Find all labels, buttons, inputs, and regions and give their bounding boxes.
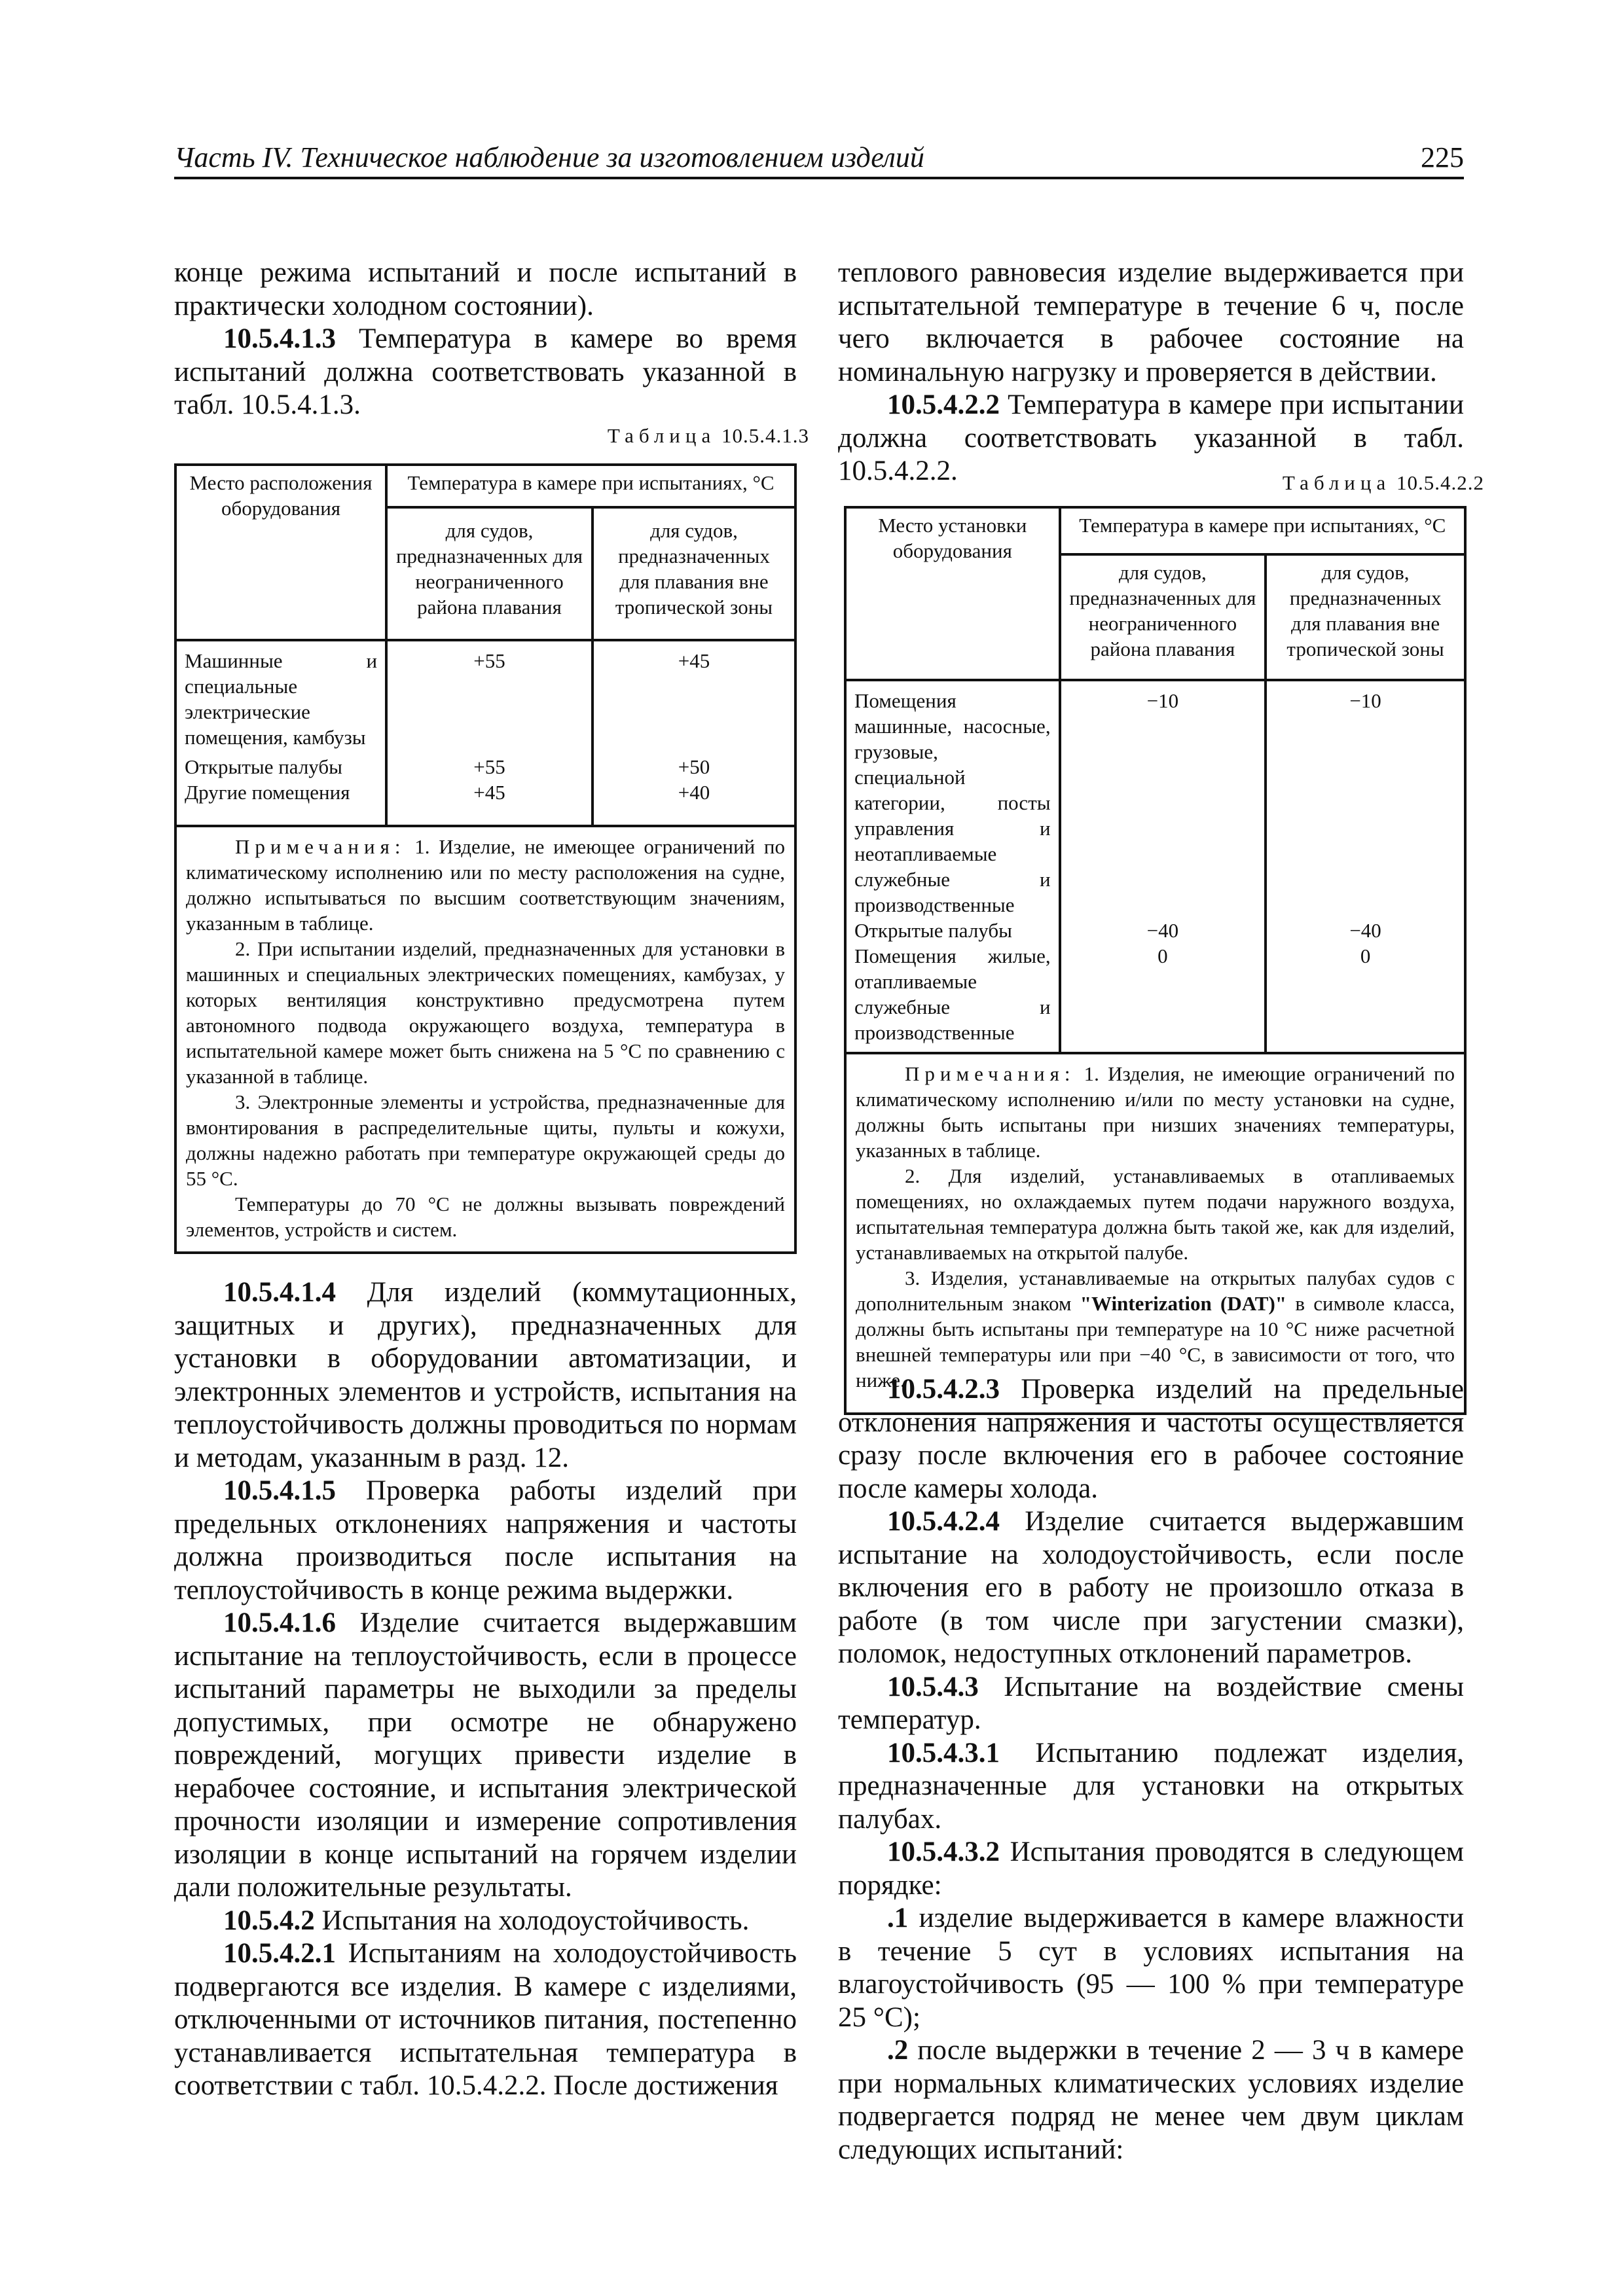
table-caption	[838, 471, 1484, 495]
paragraph	[174, 1276, 797, 1475]
caption-word: Таблица	[607, 424, 716, 447]
cell-location: Открытые палубы	[845, 918, 1060, 943]
paragraph-text: Изделие считается выдержавшим испытание на холодоустойчивость, если после включения его в работу не произошло отказа в работе (в том числе при загустении смазки), поломок, недоступных отклонений параметров.	[838, 1506, 1464, 1669]
running-header	[174, 143, 1464, 179]
cell-location: Другие помещения	[175, 780, 386, 826]
header-title: Часть IV. Техническое наблюдение за изготовлением изделий	[174, 141, 924, 173]
clause-number: 10.5.4.1.4	[223, 1277, 336, 1308]
header-non-tropical: для судов, предназначенных для плавания вне тропической зоны	[1266, 554, 1465, 680]
cell-value: +50	[593, 754, 795, 780]
paragraph-text: Испытанию подлежат изделия, предназначенные для установки на открытых палубах.	[838, 1737, 1464, 1835]
header-unrestricted: для судов, предназначенных для неограниченного района плавания	[1060, 554, 1266, 680]
table-row	[845, 918, 1465, 943]
caption-word: Таблица	[1282, 471, 1391, 494]
table-heat-test	[174, 463, 797, 1254]
table-row	[175, 754, 795, 780]
cell-location: Машинные и специальные электрические помещения, камбузы	[175, 640, 386, 754]
header-location: Место установки оборудования	[845, 507, 1060, 680]
paragraph-text: Для изделий (коммутационных, защитных и других), предназначенных для установки в оборудовании автоматизации, и электронных элементов и устройств, испытания на теплоустойчивость должны проводиться по нормам и методам, указанным в разд. 12.	[174, 1277, 797, 1473]
cell-location: Открытые палубы	[175, 754, 386, 780]
clause-number: 10.5.4.2.2	[887, 389, 1000, 420]
clause-number: 10.5.4.2.3	[887, 1374, 1000, 1405]
header-temperature: Температура в камере при испытаниях, °C	[1060, 507, 1465, 554]
table-row	[845, 943, 1465, 1053]
paragraph: конце режима испытаний и после испытаний в практически холодном состоянии).	[174, 257, 797, 321]
note-text: 3. Изделия, устанавливаемые на открытых палубах судов с дополнительным знаком	[856, 1266, 1455, 1315]
paragraph	[838, 1671, 1464, 1737]
notes-label: Примечания:	[235, 835, 406, 858]
list-text: изделие выдерживается в камере влажности в течение 5 сут в условиях испытания на влагоустойчивость (95 — 100 % при температуре 25 °C);	[838, 1903, 1464, 2033]
left-column-bottom	[174, 1276, 797, 2103]
paragraph-text: Испытаниям на холодоустойчивость подвергаются все изделия. В камере с изделиями, отключенными от источников питания, постепенно устанавливается испытательная температура в соответствии с табл. 10.5.4.2.2. После достижения	[174, 1938, 797, 2101]
paragraph	[174, 1905, 797, 1938]
note: 2. Для изделий, устанавливаемых в отапливаемых помещениях, но охлаждаемых путем подачи наружного воздуха, испытательная температура должна быть такой же, как для изделий, устанавливаемых на открытой палубе.	[856, 1164, 1455, 1264]
paragraph-text: Проверка изделий на предельные отклонения напряжения и частоты осуществляется сразу после включения его в рабочее состояние после камеры холода.	[838, 1374, 1464, 1504]
paragraph-text: Проверка работы изделий при предельных отклонениях напряжения и частоты должна производиться после испытания на теплоустойчивость в конце режима выдержки.	[174, 1475, 797, 1605]
cell-location: Помещения машинные, насосные, грузовые, специальной категории, посты управления и неотапливаемые служебные и производственные	[845, 680, 1060, 918]
paragraph-text: Испытания на холодоустойчивость.	[314, 1905, 750, 1936]
paragraph	[838, 1737, 1464, 1837]
table-cold-test	[844, 506, 1467, 1415]
clause-number: 10.5.4.1.5	[223, 1475, 336, 1506]
paragraph	[174, 1937, 797, 2103]
cell-value: +55	[386, 640, 593, 754]
note: 1. Изделие, не имеющее ограничений по климатическому исполнению или по месту расположения на судне, должно испытываться по высшим соответствующим значениям, указанным в таблице.	[186, 835, 785, 935]
cell-value: 0	[1060, 943, 1266, 1053]
paragraph	[174, 1475, 797, 1607]
cell-value: +45	[386, 780, 593, 826]
paragraph	[174, 323, 797, 422]
list-number: .1	[887, 1903, 909, 1933]
cell-value: −40	[1266, 918, 1465, 943]
list-number: .2	[887, 2035, 909, 2066]
note: 1. Изделия, не имеющие ограничений по климатическому исполнению и/или по месту установки на судне, должны быть испытаны при низших значениях температуры, указанных в таблице.	[856, 1062, 1455, 1162]
paragraph: теплового равновесия изделие выдерживается при испытательной температуре в течение 6 ч, после чего включается в рабочее состояние на номинальную нагрузку и проверяется в действии.	[838, 257, 1464, 387]
cell-value: +45	[593, 640, 795, 754]
clause-number: 10.5.4.3	[887, 1671, 979, 1702]
table-row	[845, 680, 1465, 918]
cell-value: −10	[1266, 680, 1465, 918]
note: 2. При испытании изделий, предназначенных для установки в машинных и специальных электрических помещениях, камбузах, у которых вентиляция конструктивно предусмотрена путем автономного подвода окружающего воздуха, температура в испытательной камере может быть снижена на 5 °C по сравнению с указанной в таблице.	[186, 937, 785, 1088]
header-unrestricted: для судов, предназначенных для неограниченного района плавания	[386, 507, 593, 640]
clause-number: 10.5.4.1.3	[223, 323, 336, 354]
page-number: 225	[1421, 141, 1464, 173]
right-column-top	[838, 257, 1464, 488]
paragraph	[838, 1505, 1464, 1671]
list-item	[838, 1902, 1464, 2034]
caption-number: 10.5.4.2.2	[1396, 471, 1484, 494]
list-item	[838, 2034, 1464, 2166]
paragraph-text: Испытание на воздействие смены температур.	[838, 1671, 1464, 1735]
cell-location: Помещения жилые, отапливаемые служебные и производственные	[845, 943, 1060, 1053]
paragraph	[174, 1607, 797, 1905]
paragraph-text: Температура в камере при испытании должна соответствовать указанной в табл. 10.5.4.2.2.	[838, 389, 1464, 486]
note: 3. Электронные элементы и устройства, предназначенные для вмонтирования в распределительные щиты, пульты и кожухи, должны надежно работать при температуре окружающей среды до 55 °C.	[186, 1090, 785, 1190]
cell-value: +55	[386, 754, 593, 780]
paragraph	[838, 1373, 1464, 1505]
list-text: после выдержки в течение 2 — 3 ч в камере при нормальных климатических условиях изделие подвергается подряд не менее чем двум циклам следующих испытаний:	[838, 2035, 1464, 2165]
note: Температуры до 70 °C не должны вызывать повреждений элементов, устройств и систем.	[186, 1193, 785, 1241]
cell-value: −10	[1060, 680, 1266, 918]
clause-number: 10.5.4.2	[223, 1905, 315, 1936]
note-text: в символе класса, должны быть испытаны при температуре на 10 °C ниже расчетной внешней температуры или при −40 °C, в зависимости от того, что ниже.	[856, 1292, 1455, 1391]
table-caption	[174, 424, 809, 448]
paragraph-text: Изделие считается выдержавшим испытание на теплоустойчивость, если в процессе испытаний параметры не выходили за пределы допустимых, при осмотре не обнаружено повреждений, могущих привести изделие в нерабочее состояние, и испытания электрической прочности изоляции и измерение сопротивления изоляции в конце испытаний на горячем изделии дали положительные результаты.	[174, 1607, 797, 1903]
clause-number: 10.5.4.3.1	[887, 1737, 1000, 1768]
clause-number: 10.5.4.3.2	[887, 1837, 1000, 1867]
clause-number: 10.5.4.2.1	[223, 1938, 336, 1969]
header-temperature: Температура в камере при испытаниях, °C	[386, 465, 795, 507]
header-non-tropical: для судов, предназначенных для плавания вне тропической зоны	[593, 507, 795, 640]
table-row	[175, 780, 795, 826]
clause-number: 10.5.4.2.4	[887, 1506, 1000, 1537]
paragraph	[838, 1836, 1464, 1902]
paragraph-text: Температура в камере во время испытаний должна соответствовать указанной в табл. 10.5.4.1.3.	[174, 323, 797, 420]
cell-value: +40	[593, 780, 795, 826]
paragraph-text: Испытания проводятся в следующем порядке:	[838, 1837, 1464, 1901]
clause-number: 10.5.4.1.6	[223, 1607, 336, 1638]
caption-number: 10.5.4.1.3	[721, 424, 809, 447]
right-column-bottom	[838, 1373, 1464, 2166]
table-row	[175, 640, 795, 754]
header-location: Место расположения оборудования	[175, 465, 386, 640]
cell-value: −40	[1060, 918, 1266, 943]
table-notes	[175, 826, 795, 1253]
notes-label: Примечания:	[905, 1062, 1076, 1085]
cell-value: 0	[1266, 943, 1465, 1053]
class-notation: "Winterization (DAT)"	[1080, 1292, 1287, 1315]
table-notes	[845, 1053, 1465, 1414]
left-column-top	[174, 257, 797, 422]
